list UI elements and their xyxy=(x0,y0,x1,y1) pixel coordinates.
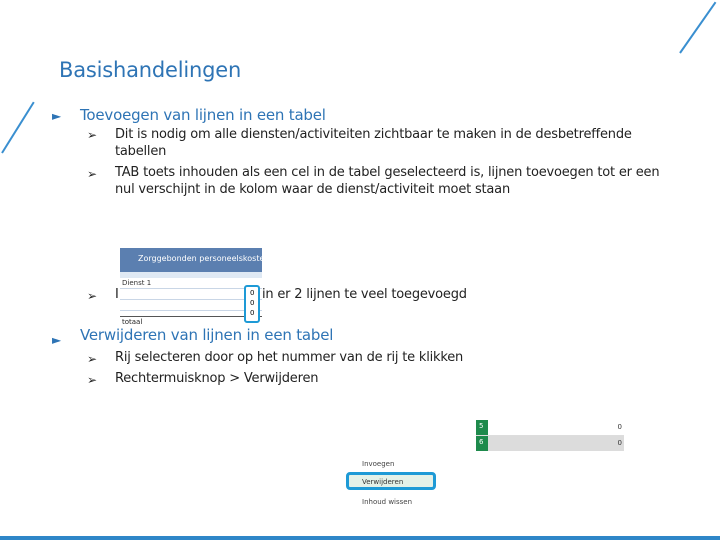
table-row-label: Dienst 1 xyxy=(122,279,152,287)
table-header-label: Zorggebonden personeelskosten xyxy=(138,254,270,263)
bullet-remove-1: Rij selecteren door op het nummer van de rij te klikken xyxy=(115,350,464,365)
table-total-label: totaal xyxy=(122,318,143,326)
bullet-add-2: TAB toets inhouden als een cel in de tabel geselecteerd is, lijnen toevoegen tot er een nul verschijnt in de kolom waar de dienst/activiteit moet staan xyxy=(115,165,660,197)
bullet-add-3-start: I xyxy=(115,287,119,302)
bullet-chevron-icon: ➢ xyxy=(87,352,98,366)
bottom-accent-bar xyxy=(0,536,720,540)
decorative-line-top-right xyxy=(679,2,716,54)
bullet-chevron-icon: ➢ xyxy=(87,289,98,303)
row-5: 5 0 xyxy=(476,420,624,436)
table-screenshot-header xyxy=(120,248,270,272)
bullet-remove-2: Rechtermuisknop > Verwijderen xyxy=(115,371,319,386)
menu-item-invoegen: Invoegen xyxy=(362,460,395,468)
bullet-add-1: Dit is nodig om alle diensten/activiteiten zichtbaar te maken in de desbetreffende tabellen xyxy=(115,127,632,159)
menu-item-inhoud-wissen: Inhoud wissen xyxy=(362,498,413,506)
bullet-arrow-icon: ► xyxy=(52,333,62,347)
rows-screenshot xyxy=(476,420,624,452)
table-screenshot xyxy=(120,248,270,328)
bullet-chevron-icon: ➢ xyxy=(87,373,98,387)
row-6: 6 0 xyxy=(476,436,624,451)
bullet-arrow-icon: ► xyxy=(52,109,62,123)
section-heading-remove: Verwijderen van lijnen in een tabel xyxy=(80,326,334,344)
context-menu-screenshot xyxy=(346,456,436,514)
decorative-line-left xyxy=(1,102,34,154)
slide-title: Basishandelingen xyxy=(59,58,242,82)
zero-highlight-box: 0 0 0 xyxy=(244,285,260,323)
section-heading-add: Toevoegen van lijnen in een tabel xyxy=(80,106,326,124)
menu-item-verwijderen-highlight xyxy=(346,472,436,490)
bullet-add-3-end: in er 2 lijnen te veel toegevoegd xyxy=(262,287,467,302)
menu-item-verwijderen: Verwijderen xyxy=(362,478,404,486)
bullet-chevron-icon: ➢ xyxy=(87,167,98,181)
bullet-chevron-icon: ➢ xyxy=(87,128,98,142)
